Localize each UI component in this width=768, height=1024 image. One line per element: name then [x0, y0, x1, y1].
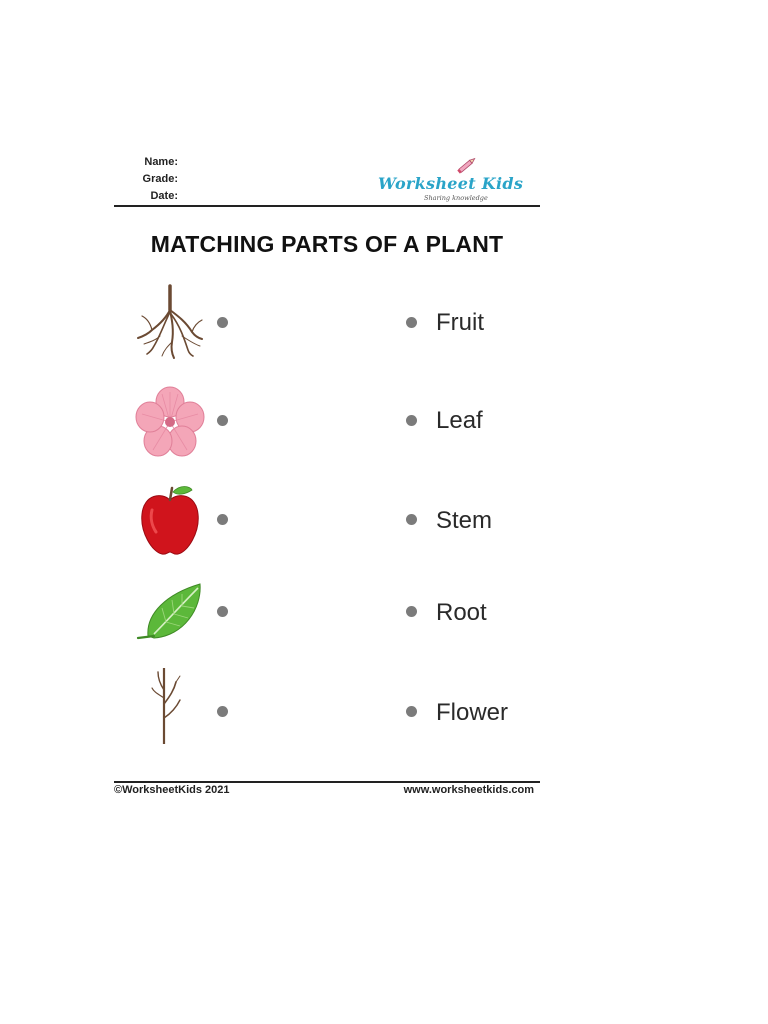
match-dot-left-5[interactable] — [217, 706, 228, 717]
stem-icon — [132, 668, 208, 744]
word-option-1: Fruit — [436, 309, 484, 336]
match-dot-right-2[interactable] — [406, 415, 417, 426]
header-divider — [114, 205, 540, 207]
date-field-label: Date: — [150, 190, 178, 202]
worksheet-title: MATCHING PARTS OF A PLANT — [150, 231, 504, 257]
header-fields — [118, 154, 178, 205]
flower-icon — [132, 384, 208, 460]
leaf-icon — [132, 578, 208, 654]
match-dot-right-3[interactable] — [406, 514, 417, 525]
word-option-2: Leaf — [436, 407, 483, 434]
logo-text: Worksheet Kids — [378, 174, 524, 193]
logo-tagline: Sharing knowledge — [424, 194, 488, 202]
worksheet-kids-logo — [378, 154, 524, 204]
name-field-label: Name: — [144, 156, 178, 168]
match-dot-left-1[interactable] — [217, 317, 228, 328]
word-option-4: Root — [436, 599, 487, 626]
root-icon — [132, 284, 208, 360]
match-dot-left-3[interactable] — [217, 514, 228, 525]
match-dot-right-4[interactable] — [406, 606, 417, 617]
grade-field-label: Grade: — [142, 173, 178, 185]
footer-copyright: ©WorksheetKids 2021 — [114, 784, 230, 796]
word-option-3: Stem — [436, 507, 493, 534]
pencil-icon — [456, 154, 478, 176]
match-dot-right-1[interactable] — [406, 317, 417, 328]
match-dot-left-2[interactable] — [217, 415, 228, 426]
word-option-5: Flower — [436, 699, 509, 726]
match-dot-right-5[interactable] — [406, 706, 417, 717]
apple-icon — [132, 482, 208, 558]
footer-divider — [114, 781, 540, 783]
match-dot-left-4[interactable] — [217, 606, 228, 617]
footer-website-link[interactable]: www.worksheetkids.com — [403, 784, 534, 796]
